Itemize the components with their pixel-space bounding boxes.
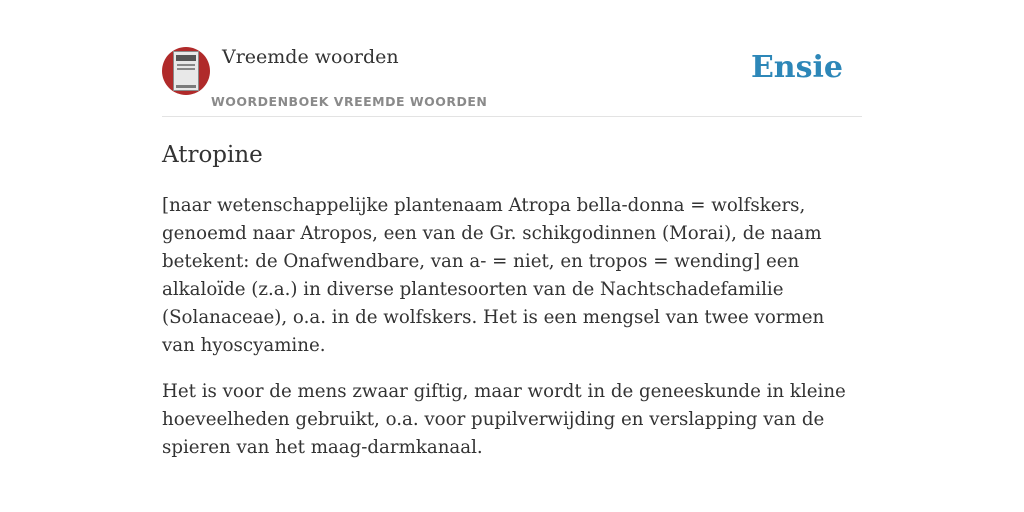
header bbox=[162, 44, 862, 117]
entry-term: Atropine bbox=[162, 142, 263, 168]
entry-content bbox=[162, 138, 862, 462]
book-cover-icon[interactable] bbox=[162, 47, 210, 95]
book-footer-bar bbox=[176, 85, 196, 88]
book-subtitle-bar bbox=[177, 64, 195, 66]
entry-paragraph: [naar wetenschappelijke plantenaam Atropa bella-donna = wolfskers, genoemd naar Atropos, een van de Gr. schikgodinnen (Morai), de naam betekent: de Onafwendbare, van a- = niet, en tropos = wending] een alkaloïde (z.a.) in diverse plantesoorten van de Nachtschadefamilie (Solanaceae), o.a. in de wolfskers. Het is een mengsel van twee vormen van hyoscyamine. bbox=[162, 195, 825, 356]
book-subtitle-bar bbox=[177, 68, 195, 70]
book-cover bbox=[173, 51, 199, 91]
site-title[interactable]: Vreemde woorden bbox=[222, 46, 399, 68]
entry-paragraph: Het is voor de mens zwaar giftig, maar wordt in de geneeskunde in kleine hoeveelheden gebruikt, o.a. voor pupilverwijding en verslapping van de spieren van het maag-darmkanaal. bbox=[162, 381, 846, 458]
site-subtitle: WOORDENBOEK VREEMDE WOORDEN bbox=[211, 94, 488, 109]
brand-logo[interactable]: Ensie bbox=[750, 50, 843, 85]
book-title-bar bbox=[176, 55, 196, 61]
